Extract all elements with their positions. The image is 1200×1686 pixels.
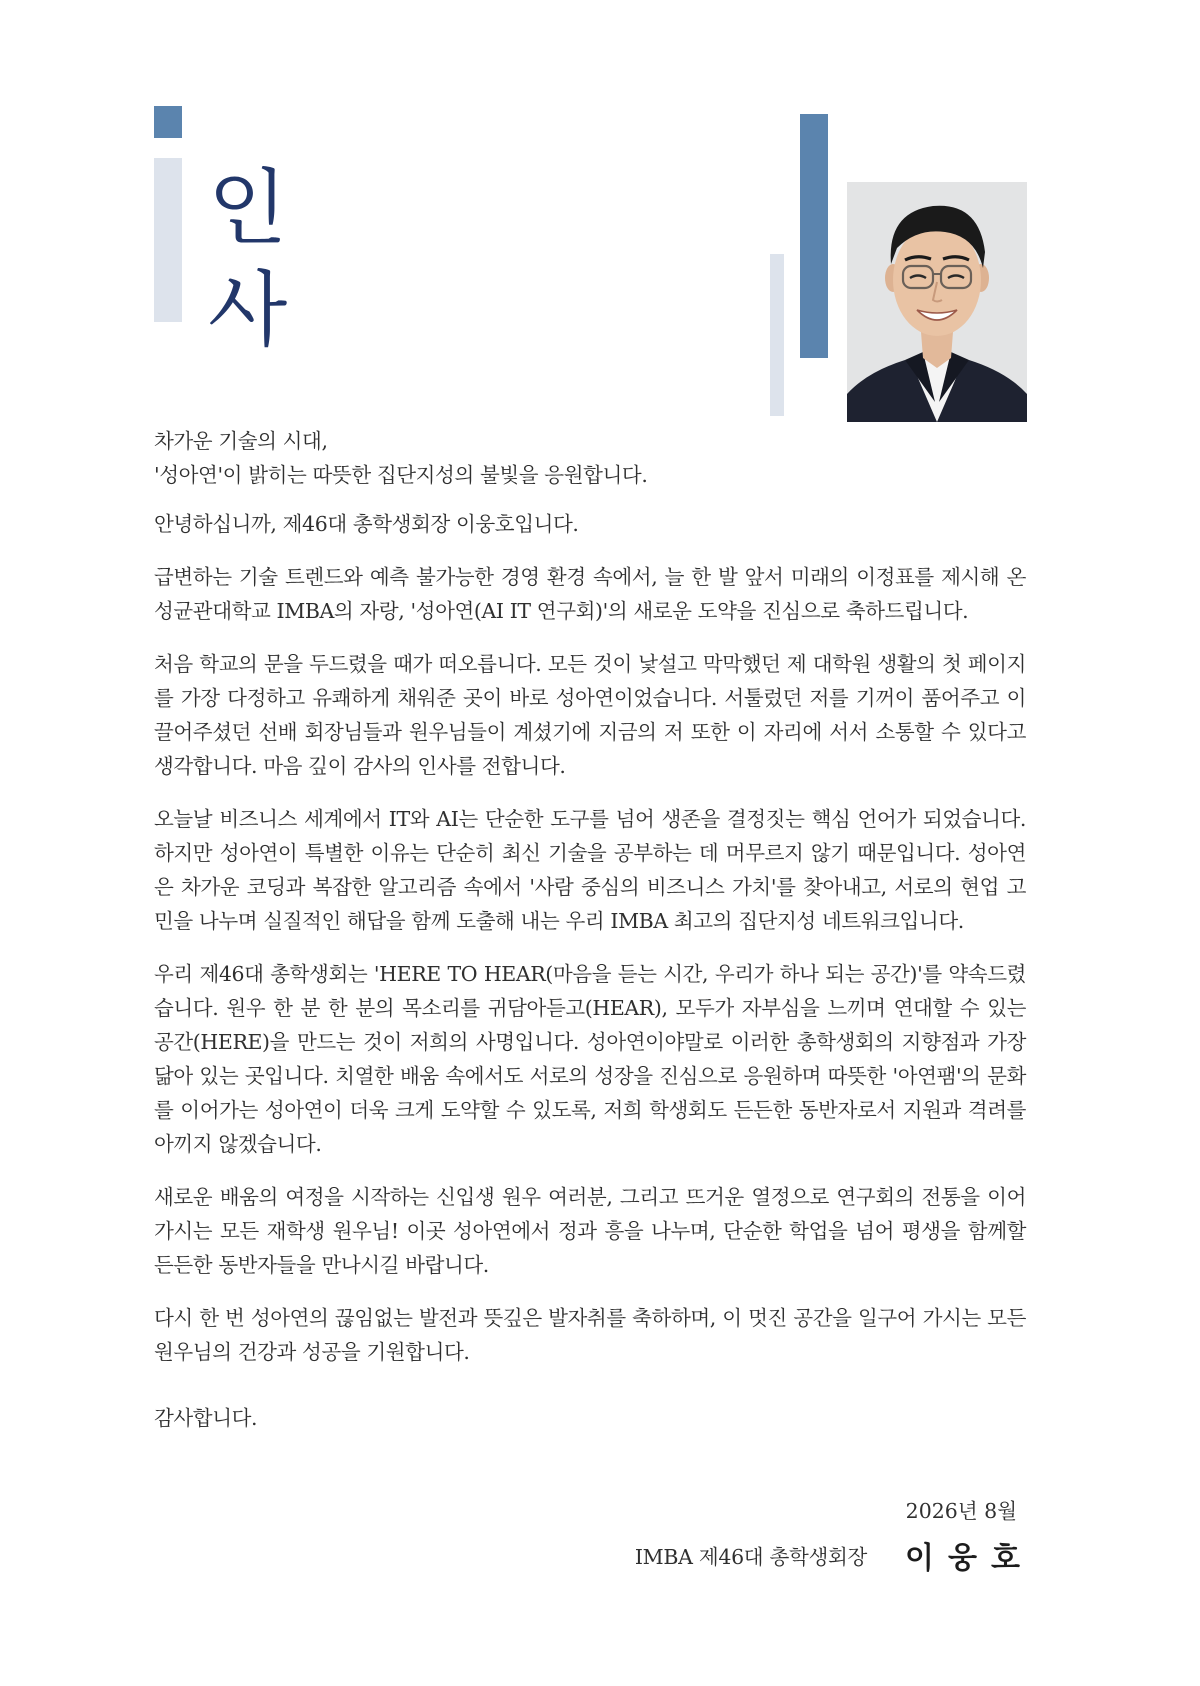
signature-block	[634, 1533, 1034, 1577]
portrait-photo	[847, 182, 1027, 422]
letter-body	[154, 424, 1026, 1454]
title-char: 사	[208, 263, 288, 358]
signature-title: IMBA 제46대 총학생회장	[634, 1545, 868, 1569]
letter-paragraph: 안녕하십니까, 제46대 총학생회장 이웅호입니다.	[154, 512, 579, 536]
letter-paragraph: 다시 한 번 성아연의 끊임없는 발전과 뜻깊은 발자취를 축하하며, 이 멋진 공간을 일구어 가시는 모든 원우님의 건강과 성공을 기원합니다.	[154, 1306, 1026, 1364]
decorative-bar	[770, 254, 784, 416]
letter-date: 2026년 8월	[905, 1499, 1017, 1523]
closing-line: 감사합니다.	[154, 1406, 258, 1430]
decorative-bar	[154, 106, 182, 138]
portrait-icon	[847, 182, 1027, 422]
title-char: 인	[208, 161, 288, 256]
decorative-bar	[154, 158, 182, 322]
opening-line: 차가운 기술의 시대,	[154, 429, 328, 453]
opening-lines	[154, 424, 1026, 492]
signature-name: 이웅호	[905, 1541, 1034, 1576]
letter-paragraph: 급변하는 기술 트렌드와 예측 불가능한 경영 환경 속에서, 늘 한 발 앞서 미래의 이정표를 제시해 온 성균관대학교 IMBA의 자랑, '성아연(AI IT 연구회)'의 새로운 도약을 진심으로 축하드립니다.	[154, 565, 1026, 623]
decorative-bar	[800, 114, 828, 358]
letter-paragraph: 처음 학교의 문을 두드렸을 때가 떠오릅니다. 모든 것이 낯설고 막막했던 제 대학원 생활의 첫 페이지를 가장 다정하고 유쾌하게 채워준 곳이 바로 성아연이었습니다. 서툴렀던 저를 기꺼이 품어주고 이끌어주셨던 선배 회장님들과 원우님들이 계셨기에 지금의 저 또한 이 자리에 서서 소통할 수 있다고 생각합니다. 마음 깊이 감사의 인사를 전합니다.	[154, 652, 1026, 778]
letter-paragraph: 오늘날 비즈니스 세계에서 IT와 AI는 단순한 도구를 넘어 생존을 결정짓는 핵심 언어가 되었습니다. 하지만 성아연이 특별한 이유는 단순히 최신 기술을 공부하는 데 머무르지 않기 때문입니다. 성아연은 차가운 코딩과 복잡한 알고리즘 속에서 '사람 중심의 비즈니스 가치'를 찾아내고, 서로의 현업 고민을 나누며 실질적인 해답을 함께 도출해 내는 우리 IMBA 최고의 집단지성 네트워크입니다.	[154, 807, 1026, 933]
opening-line: '성아연'이 밝히는 따뜻한 집단지성의 불빛을 응원합니다.	[154, 463, 648, 487]
page-title	[208, 158, 308, 362]
letter-paragraph: 우리 제46대 총학생회는 'HERE TO HEAR(마음을 듣는 시간, 우리가 하나 되는 공간)'를 약속드렸습니다. 원우 한 분 한 분의 목소리를 귀담아듣고(HEAR), 모두가 자부심을 느끼며 연대할 수 있는 공간(HERE)을 만드는 것이 저희의 사명입니다. 성아연이야말로 이러한 총학생회의 지향점과 가장 닮아 있는 곳입니다. 치열한 배움 속에서도 서로의 성장을 진심으로 응원하며 따뜻한 '아연팸'의 문화를 이어가는 성아연이 더욱 크게 도약할 수 있도록, 저희 학생회도 든든한 동반자로서 지원과 격려를 아끼지 않겠습니다.	[154, 962, 1026, 1156]
letter-paragraph: 새로운 배움의 여정을 시작하는 신입생 원우 여러분, 그리고 뜨거운 열정으로 연구회의 전통을 이어가시는 모든 재학생 원우님! 이곳 성아연에서 정과 흥을 나누며, 단순한 학업을 넘어 평생을 함께할 든든한 동반자들을 만나시길 바랍니다.	[154, 1185, 1026, 1277]
